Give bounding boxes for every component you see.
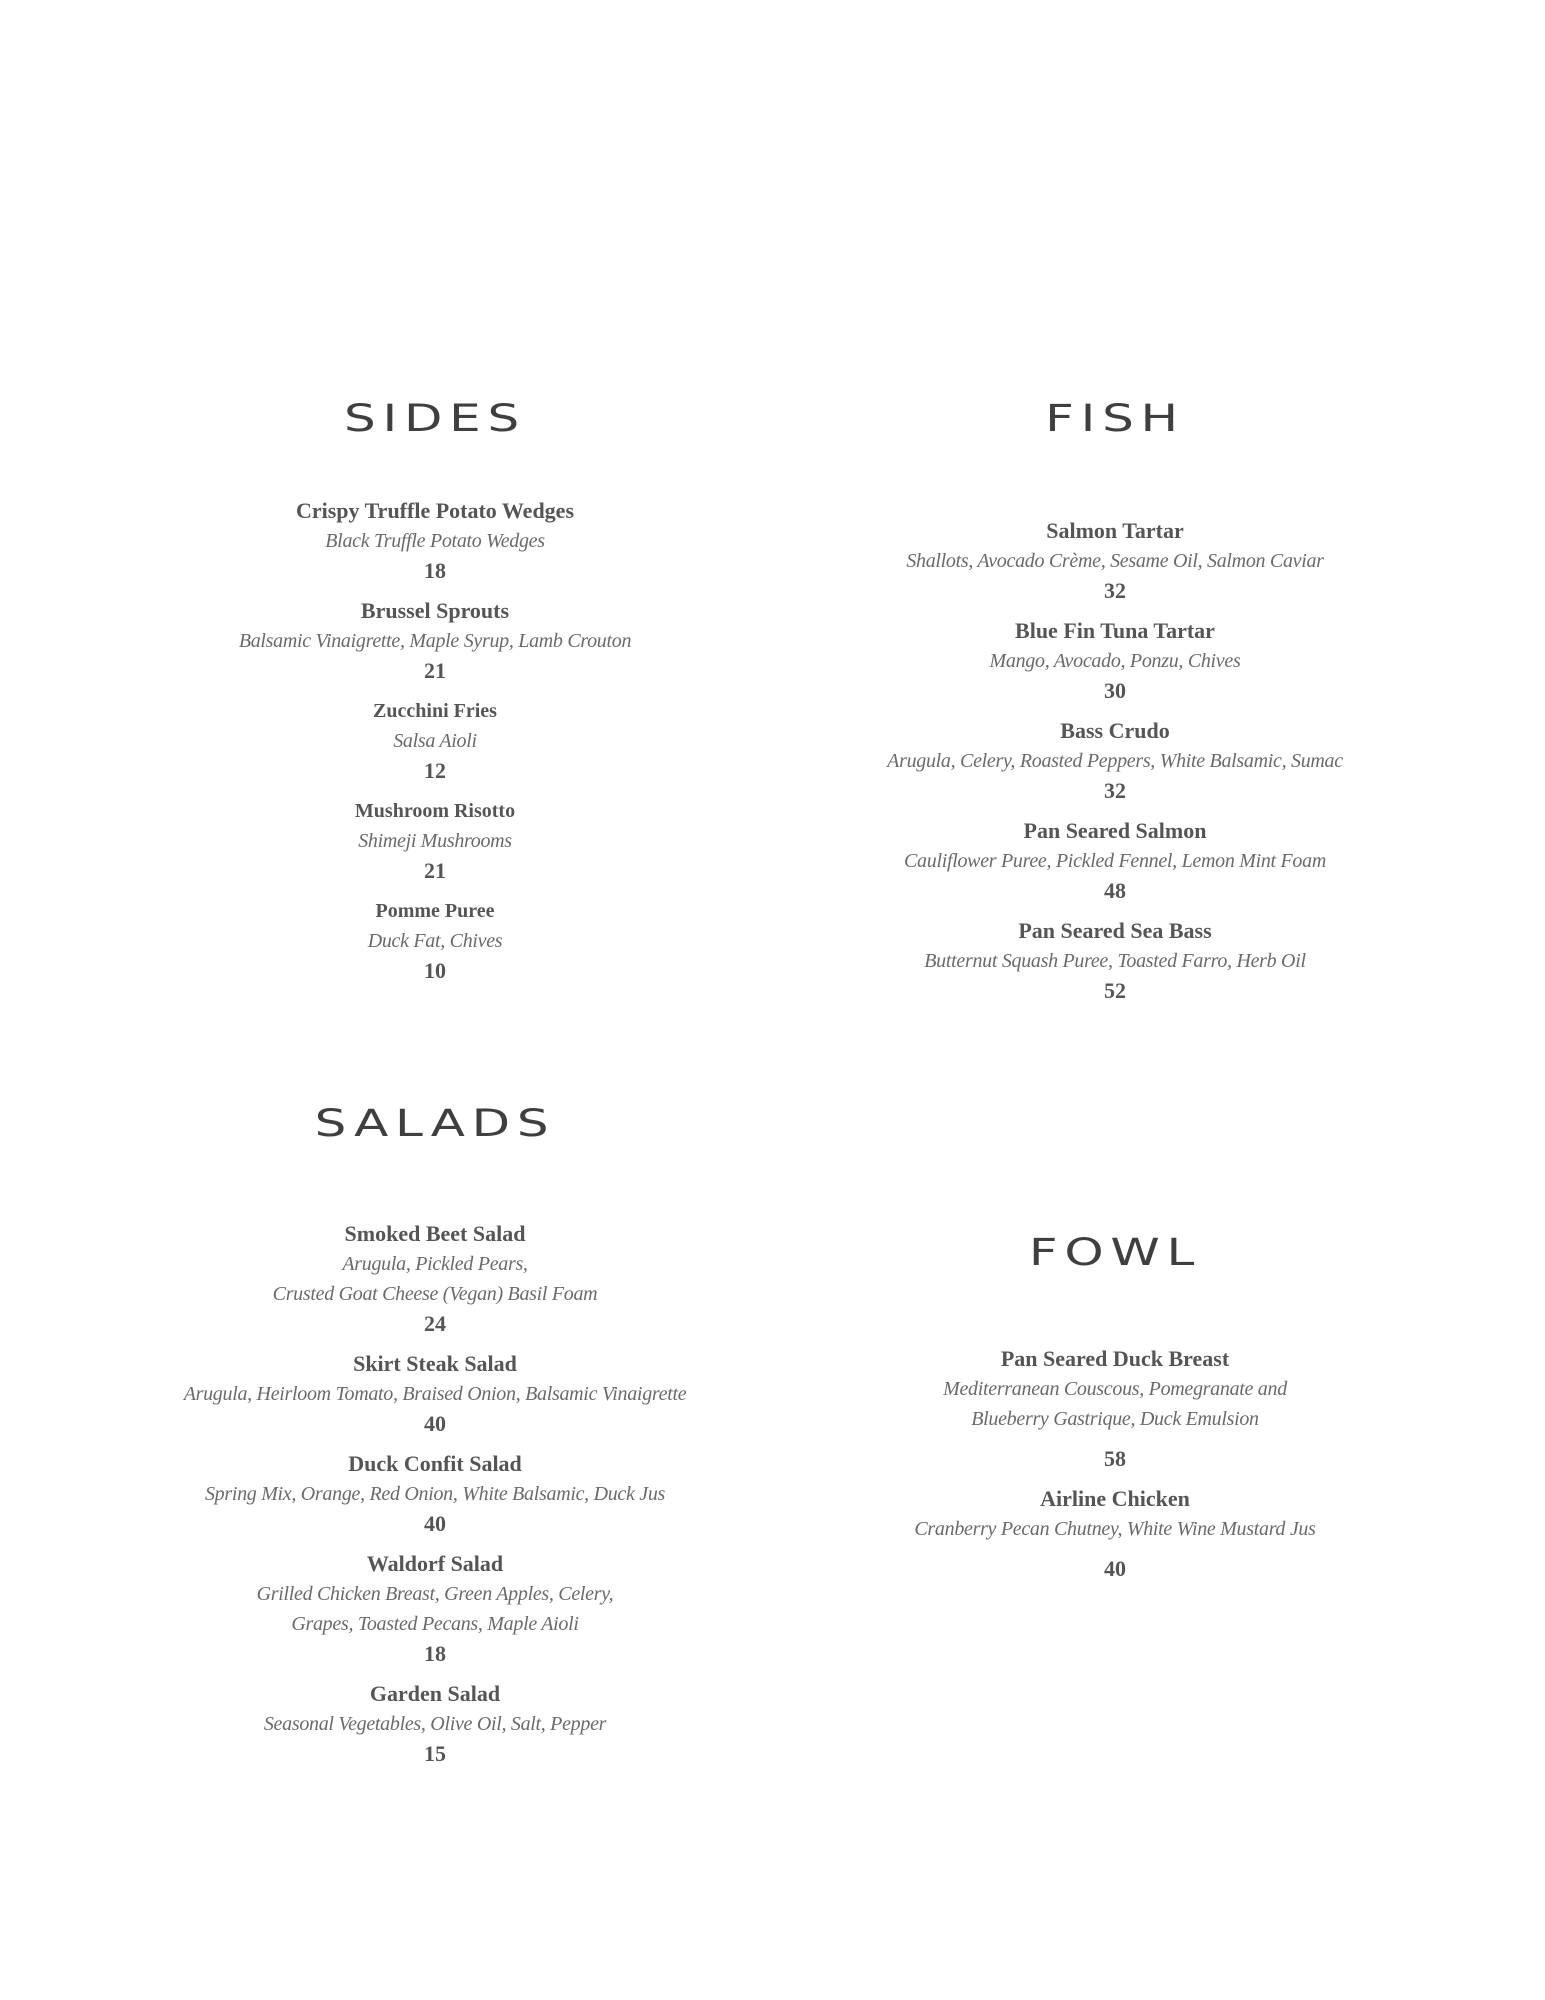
item-name: Brussel Sprouts — [360, 598, 510, 623]
item-description: Shallots, Avocado Crème, Sesame Oil, Salmon Caviar — [906, 550, 1324, 572]
salads-title: SALADS — [314, 1102, 556, 1145]
item-name: Duck Confit Salad — [348, 1451, 522, 1476]
item-name: Blue Fin Tuna Tartar — [1015, 618, 1215, 643]
item-name: Waldorf Salad — [366, 1551, 504, 1576]
item-price: 30 — [1104, 678, 1126, 703]
item-description: Black Truffle Potato Wedges — [325, 530, 545, 552]
item-name: Zucchini Fries — [373, 700, 497, 722]
item-name: Pan Seared Salmon — [1023, 818, 1207, 843]
item-description: Cauliflower Puree, Pickled Fennel, Lemon Mint Foam — [904, 850, 1326, 872]
menu-item — [150, 796, 720, 886]
menu-item — [150, 1549, 720, 1669]
item-price: 32 — [1104, 578, 1126, 603]
item-name: Garden Salad — [369, 1681, 501, 1706]
salads-section — [150, 1102, 720, 1766]
menu-item — [150, 896, 720, 986]
item-price: 18 — [424, 558, 446, 583]
menu-item — [150, 1449, 720, 1539]
item-price: 58 — [1104, 1446, 1126, 1471]
menu-item — [830, 1344, 1400, 1474]
menu-item — [150, 1679, 720, 1769]
menu-item — [830, 916, 1400, 1006]
item-price: 52 — [1104, 978, 1126, 1003]
item-price: 10 — [424, 958, 446, 983]
item-description: Blueberry Gastrique, Duck Emulsion — [971, 1408, 1259, 1430]
fish-title: FISH — [1045, 397, 1185, 440]
item-name: Pomme Puree — [375, 900, 495, 922]
item-description: Crusted Goat Cheese (Vegan) Basil Foam — [272, 1283, 598, 1305]
item-price: 21 — [424, 658, 446, 683]
item-description: Balsamic Vinaigrette, Maple Syrup, Lamb Crouton — [238, 630, 632, 652]
item-description: Shimeji Mushrooms — [358, 830, 512, 852]
menu-item — [150, 1219, 720, 1339]
item-name: Skirt Steak Salad — [353, 1351, 517, 1376]
item-price: 48 — [1104, 878, 1126, 903]
item-name: Mushroom Risotto — [354, 800, 516, 822]
item-description: Arugula, Celery, Roasted Peppers, White Balsamic, Sumac — [887, 750, 1343, 772]
item-price: 12 — [424, 758, 446, 783]
menu-item — [150, 1349, 720, 1439]
item-name: Bass Crudo — [1060, 718, 1170, 743]
item-name: Salmon Tartar — [1046, 518, 1184, 543]
menu-item — [150, 596, 720, 686]
item-description: Arugula, Pickled Pears, — [342, 1253, 528, 1275]
fish-section — [830, 397, 1400, 1003]
item-name: Airline Chicken — [1040, 1486, 1190, 1511]
item-price: 24 — [424, 1311, 446, 1336]
fowl-items — [830, 1344, 1400, 1584]
item-description: Arugula, Heirloom Tomato, Braised Onion, Balsamic Vinaigrette — [183, 1383, 687, 1405]
item-description: Duck Fat, Chives — [367, 930, 503, 952]
item-description: Cranberry Pecan Chutney, White Wine Mustard Jus — [914, 1518, 1316, 1540]
menu-item — [830, 816, 1400, 906]
item-price: 40 — [424, 1411, 446, 1436]
menu-item — [830, 516, 1400, 606]
item-description: Spring Mix, Orange, Red Onion, White Balsamic, Duck Jus — [204, 1483, 666, 1505]
fowl-title: FOWL — [1028, 1231, 1202, 1274]
menu-item — [150, 496, 720, 586]
item-description: Butternut Squash Puree, Toasted Farro, Herb Oil — [924, 950, 1306, 972]
item-name: Pan Seared Sea Bass — [1018, 918, 1212, 943]
menu-item — [830, 616, 1400, 706]
item-description: Mediterranean Couscous, Pomegranate and — [943, 1378, 1287, 1400]
menu-item — [830, 716, 1400, 806]
item-description: Seasonal Vegetables, Olive Oil, Salt, Pepper — [263, 1713, 607, 1735]
item-description: Mango, Avocado, Ponzu, Chives — [989, 650, 1241, 672]
sides-items — [150, 496, 720, 986]
salads-items — [150, 1219, 720, 1769]
item-price: 18 — [424, 1641, 446, 1666]
item-price: 40 — [1104, 1556, 1126, 1581]
item-price: 40 — [424, 1511, 446, 1536]
sides-section — [150, 397, 720, 983]
sides-title: SIDES — [344, 397, 526, 440]
item-description: Grilled Chicken Breast, Green Apples, Celery, — [256, 1583, 614, 1605]
menu-item — [150, 696, 720, 786]
item-price: 21 — [424, 858, 446, 883]
item-description: Grapes, Toasted Pecans, Maple Aioli — [291, 1613, 579, 1635]
menu-item — [830, 1484, 1400, 1584]
item-price: 15 — [424, 1741, 446, 1766]
item-description: Salsa Aioli — [393, 730, 477, 752]
item-name: Smoked Beet Salad — [344, 1221, 526, 1246]
item-name: Pan Seared Duck Breast — [1000, 1346, 1230, 1371]
item-price: 32 — [1104, 778, 1126, 803]
fish-items — [830, 516, 1400, 1006]
item-name: Crispy Truffle Potato Wedges — [295, 498, 575, 523]
fowl-section — [830, 1231, 1400, 1581]
